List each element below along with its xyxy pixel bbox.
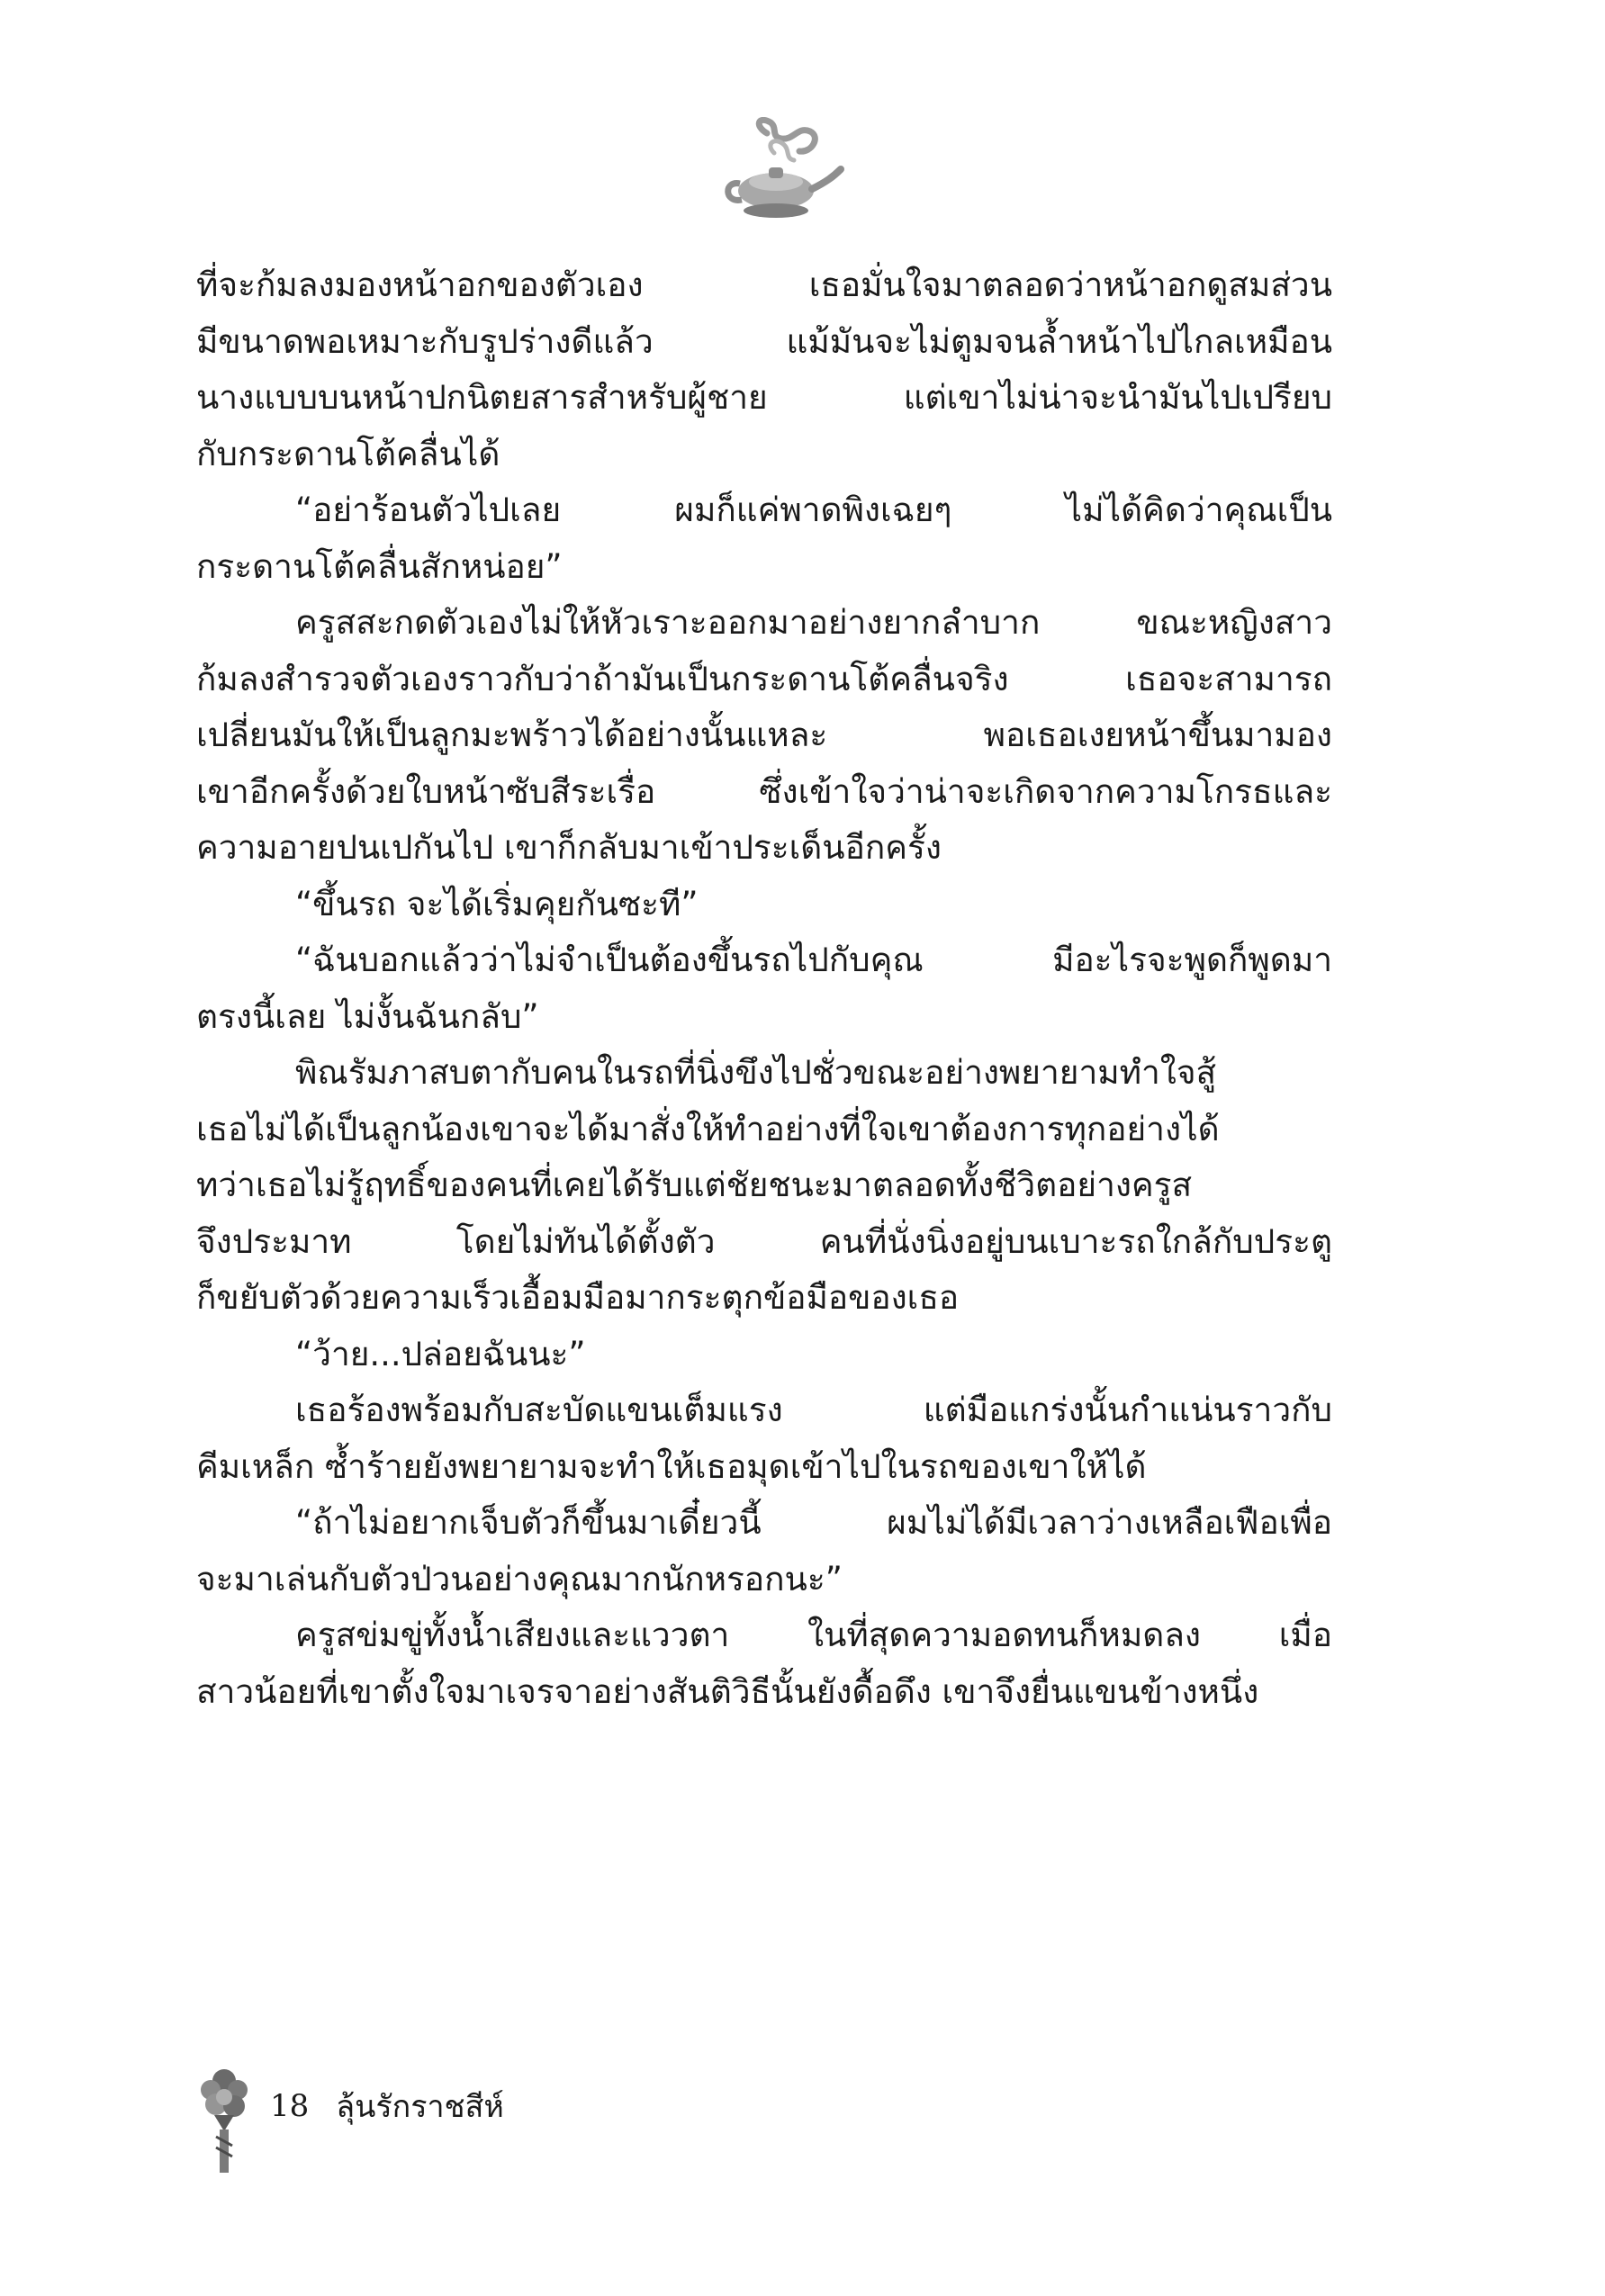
book-title: ลุ้นรักราชสีห์: [336, 2089, 504, 2125]
text-line: จึงประมาท โดยไม่ทันได้ตั้งตัว คนที่นั่งนิ่งอยู่บนเบาะรถใกล้กับประตู: [196, 1221, 1332, 1261]
body-text: [196, 257, 1332, 1720]
text-line: ก็ขยับตัวด้วยความเร็วเอื้อมมือมากระตุกข้อมือของเธอ: [196, 1278, 960, 1317]
text-line: “อย่าร้อนตัวไปเลย ผมก็แค่พาดพิงเฉยๆ ไม่ได้คิดว่าคุณเป็น: [295, 491, 1332, 529]
text-line: สาวน้อยที่เขาตั้งใจมาเจรจาอย่างสันติวิธีนั้นยังดื้อดึง เขาจึงยื่นแขนข้างหนึ่ง: [196, 1671, 1259, 1711]
text-line: เปลี่ยนมันให้เป็นลูกมะพร้าวได้อย่างนั้นแหละ พอเธอเงยหน้าขึ้นมามอง: [196, 716, 1332, 754]
text-line: มีขนาดพอเหมาะกับรูปร่างดีแล้ว แม้มันจะไม่ตูมจนล้ำหน้าไปไกลเหมือน: [196, 321, 1332, 361]
text-line: กับกระดานโต้คลื่นได้: [196, 434, 500, 473]
text-line: ก้มลงสำรวจตัวเองราวกับว่าถ้ามันเป็นกระดานโต้คลื่นจริง เธอจะสามารถ: [196, 659, 1332, 698]
text-line: ตรงนี้เลย ไม่งั้นฉันกลับ”: [196, 996, 539, 1036]
text-line: “ขึ้นรถ จะได้เริ่มคุยกันซะที”: [295, 884, 699, 923]
text-line: “ถ้าไม่อยากเจ็บตัวก็ขึ้นมาเดี๋ยวนี้ ผมไม่ได้มีเวลาว่างเหลือเฟือเพื่อ: [295, 1503, 1332, 1542]
text-line: พิณรัมภาสบตากับคนในรถที่นิ่งขึงไปชั่วขณะอย่างพยายามทำใจสู้: [295, 1053, 1217, 1092]
text-line: “ฉันบอกแล้วว่าไม่จำเป็นต้องขึ้นรถไปกับคุณ มีอะไรจะพูดก็พูดมา: [295, 941, 1332, 979]
text-line: ที่จะก้มลงมองหน้าอกของตัวเอง เธอมั่นใจมาตลอดว่าหน้าอกดูสมส่วน: [196, 266, 1332, 304]
text-line: ครูสข่มขู่ทั้งน้ำเสียงและแววตา ในที่สุดความอดทนก็หมดลง เมื่อ: [295, 1616, 1332, 1654]
text-line: ความอายปนเปกันไป เขาก็กลับมาเข้าประเด็นอีกครั้ง: [196, 828, 942, 867]
text-line: นางแบบบนหน้าปกนิตยสารสำหรับผู้ชาย แต่เขาไม่น่าจะนำมันไปเปรียบ: [196, 378, 1332, 417]
flower-bouquet-icon: [196, 2061, 252, 2178]
text-line: “ว้าย...ปล่อยฉันนะ”: [295, 1334, 586, 1373]
page-footer: [196, 2061, 504, 2178]
text-line: จะมาเล่นกับตัวป่วนอย่างคุณมากนักหรอกนะ”: [196, 1559, 843, 1598]
text-line: เขาอีกครั้งด้วยใบหน้าซับสีระเรื่อ ซึ่งเข้าใจว่าน่าจะเกิดจากความโกรธและ: [196, 771, 1332, 811]
page-number: 18: [270, 2088, 310, 2124]
text-line: ทว่าเธอไม่รู้ฤทธิ์ของคนที่เคยได้รับแต่ชัยชนะมาตลอดทั้งชีวิตอย่างครูส: [196, 1166, 1193, 1204]
teapot-ornament-icon: [711, 117, 846, 234]
text-line: เธอไม่ได้เป็นลูกน้องเขาจะได้มาสั่งให้ทำอย่างที่ใจเขาต้องการทุกอย่างได้: [196, 1109, 1220, 1148]
text-line: กระดานโต้คลื่นสักหน่อย”: [196, 546, 563, 586]
text-line: ครูสสะกดตัวเองไม่ให้หัวเราะออกมาอย่างยากลำบาก ขณะหญิงสาว: [295, 603, 1332, 642]
text-line: เธอร้องพร้อมกับสะบัดแขนเต็มแรง แต่มือแกร่งนั้นกำแน่นราวกับ: [295, 1391, 1332, 1429]
text-line: คีมเหล็ก ซ้ำร้ายยังพยายามจะทำให้เธอมุดเข้าไปในรถของเขาให้ได้: [196, 1446, 1147, 1486]
